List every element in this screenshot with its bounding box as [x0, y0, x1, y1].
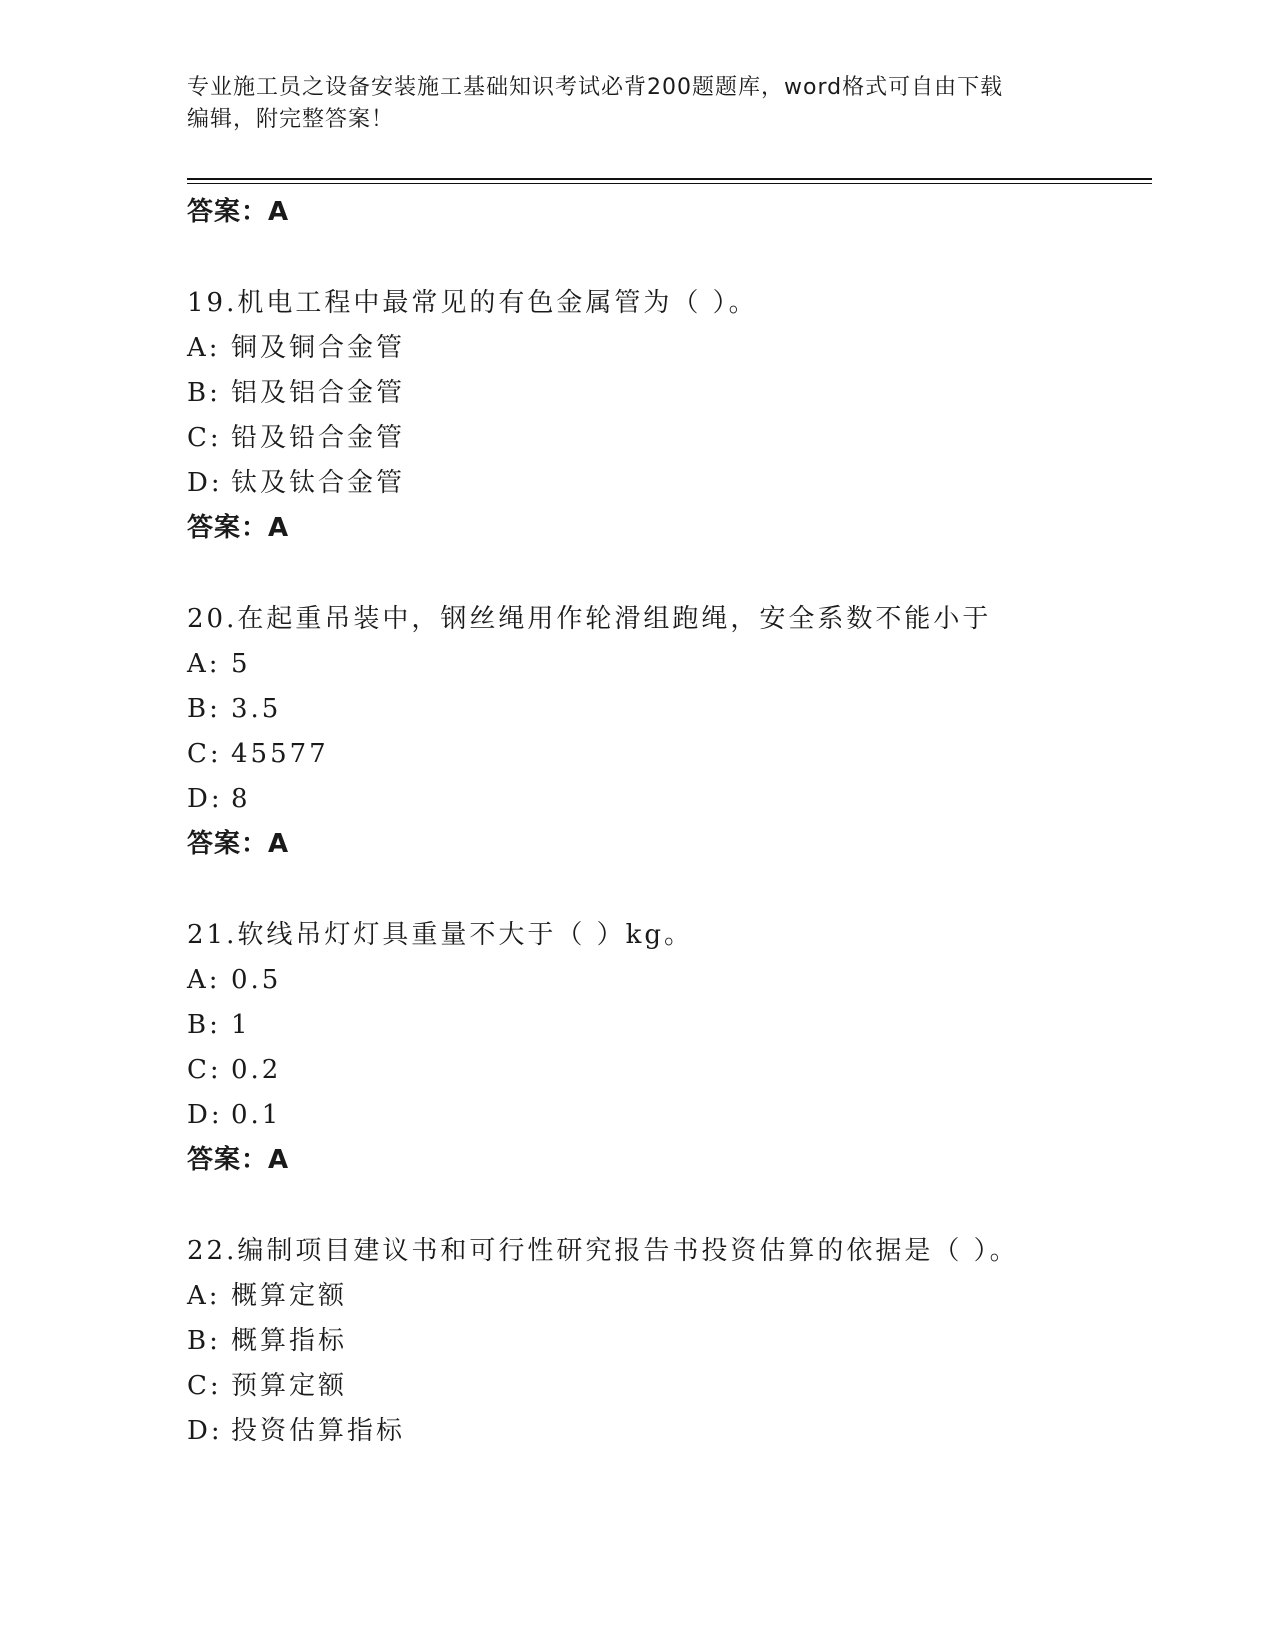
option-text: 概算定额	[231, 1281, 348, 1311]
spacer	[187, 235, 1147, 280]
option-text: 铅及铅合金管	[231, 423, 406, 453]
option-a	[187, 642, 1147, 687]
spacer	[187, 1183, 1147, 1228]
option-letter: A:	[187, 649, 221, 679]
option-letter: D:	[187, 784, 223, 814]
header-divider-top	[187, 178, 1152, 180]
option-b	[187, 687, 1147, 732]
spacer	[187, 867, 1147, 912]
option-d	[187, 1409, 1147, 1454]
option-text: 1	[231, 1010, 251, 1040]
option-letter: D:	[187, 1100, 223, 1130]
question-text: 20.在起重吊装中，钢丝绳用作轮滑组跑绳，安全系数不能小于	[187, 604, 992, 634]
option-c	[187, 1364, 1147, 1409]
option-text: 0.1	[231, 1100, 282, 1130]
option-b	[187, 371, 1147, 416]
option-letter: C:	[187, 423, 222, 453]
question-block	[187, 912, 1147, 1228]
option-d	[187, 777, 1147, 822]
question-text: 22.编制项目建议书和可行性研究报告书投资估算的依据是（ ）。	[187, 1236, 1019, 1266]
option-text: 0.2	[231, 1055, 282, 1085]
option-d	[187, 1093, 1147, 1138]
option-letter: A:	[187, 333, 221, 363]
option-letter: B:	[187, 1010, 221, 1040]
option-letter: D:	[187, 468, 223, 498]
answer-line: 答案：A	[187, 197, 290, 227]
option-letter: B:	[187, 1326, 221, 1356]
option-c	[187, 416, 1147, 461]
option-c	[187, 732, 1147, 777]
option-letter: B:	[187, 694, 221, 724]
option-b	[187, 1319, 1147, 1364]
option-c	[187, 1048, 1147, 1093]
document-header	[187, 72, 1087, 136]
question-block	[187, 596, 1147, 912]
option-text: 5	[231, 649, 251, 679]
option-text: 预算定额	[231, 1371, 348, 1401]
option-text: 铜及铜合金管	[231, 333, 406, 363]
option-text: 0.5	[231, 965, 282, 995]
option-text: 钛及钛合金管	[231, 468, 406, 498]
option-letter: A:	[187, 965, 221, 995]
option-text: 45577	[231, 739, 329, 769]
question-block	[187, 1228, 1147, 1454]
question-list	[187, 190, 1147, 1454]
option-letter: D:	[187, 1416, 223, 1446]
option-a	[187, 1274, 1147, 1319]
answer-line: 答案：A	[187, 829, 290, 859]
answer-line: 答案：A	[187, 513, 290, 543]
option-text: 铝及铝合金管	[231, 378, 406, 408]
question-block	[187, 280, 1147, 596]
spacer	[187, 551, 1147, 596]
option-b	[187, 1003, 1147, 1048]
option-letter: C:	[187, 1055, 222, 1085]
option-letter: B:	[187, 378, 221, 408]
option-text: 概算指标	[231, 1326, 348, 1356]
option-text: 投资估算指标	[231, 1416, 406, 1446]
question-text: 19.机电工程中最常见的有色金属管为（ ）。	[187, 288, 758, 318]
question-text: 21.软线吊灯灯具重量不大于（ ）kg。	[187, 920, 694, 950]
header-line-2: 编辑，附完整答案！	[187, 107, 395, 132]
option-a	[187, 326, 1147, 371]
option-letter: C:	[187, 739, 222, 769]
header-divider-bottom	[187, 183, 1152, 184]
option-a	[187, 958, 1147, 1003]
option-text: 3.5	[231, 694, 282, 724]
option-letter: C:	[187, 1371, 222, 1401]
header-line-1: 专业施工员之设备安装施工基础知识考试必背200题题库，word格式可自由下载	[187, 75, 1004, 100]
option-letter: A:	[187, 1281, 221, 1311]
option-text: 8	[231, 784, 251, 814]
answer-line: 答案：A	[187, 1145, 290, 1175]
option-d	[187, 461, 1147, 506]
